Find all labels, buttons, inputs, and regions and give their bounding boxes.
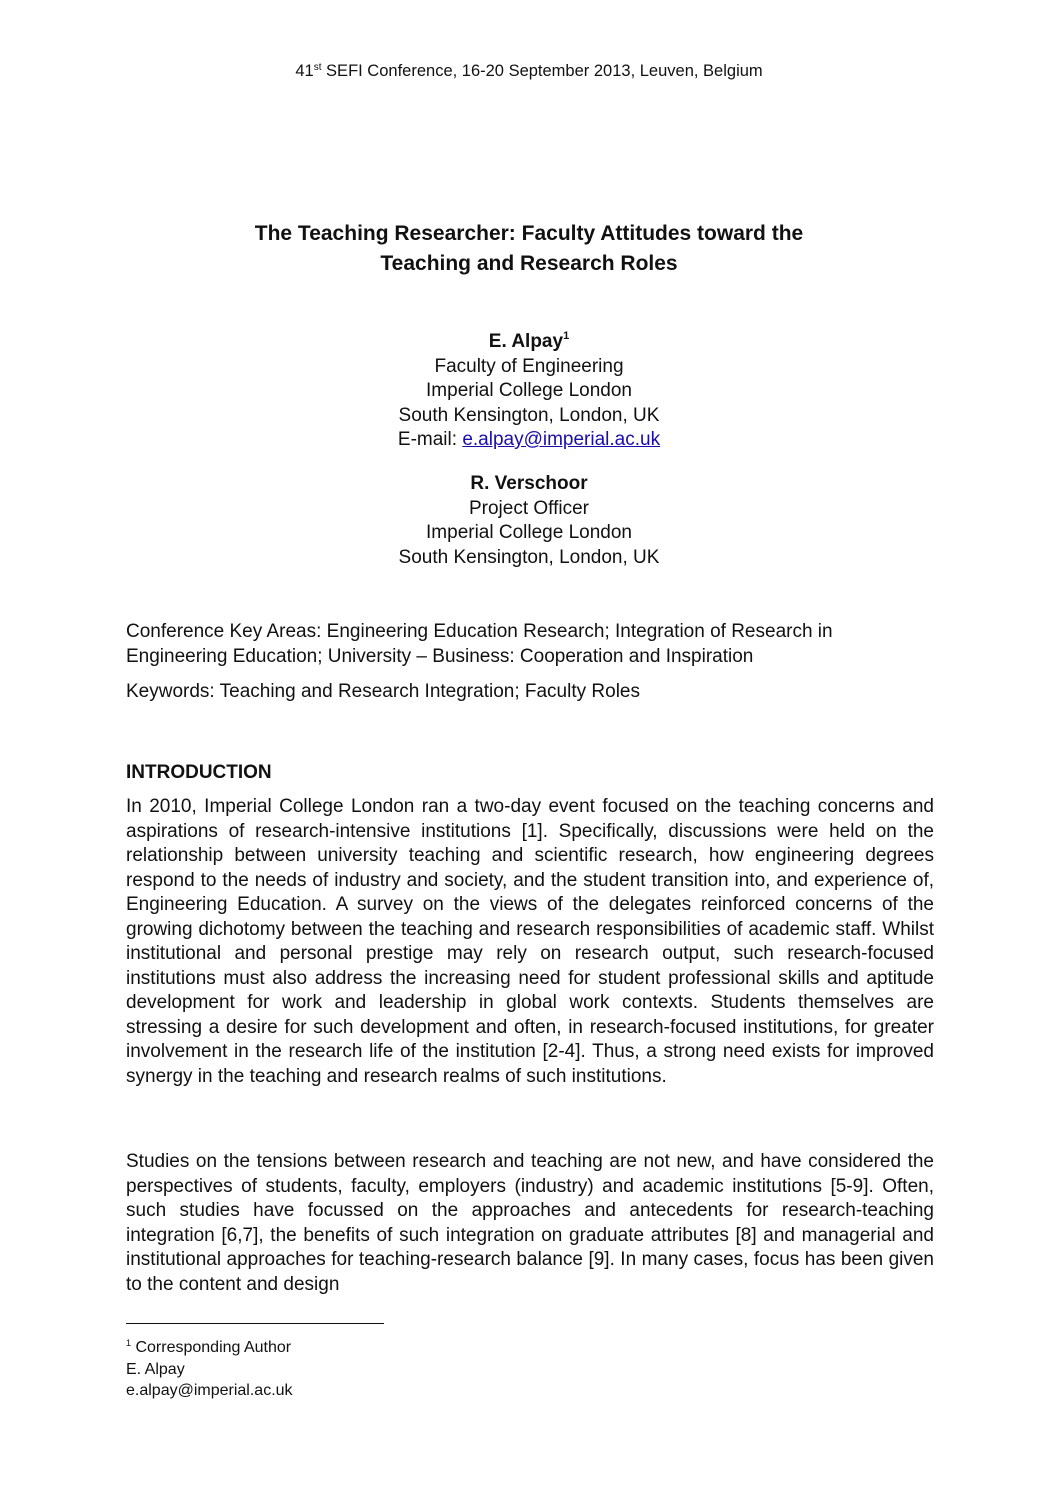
footnote-mark: 1 (126, 1338, 132, 1348)
footnote-author: E. Alpay (126, 1360, 185, 1378)
paper-title (100, 219, 958, 279)
author-email-line (0, 428, 1058, 453)
header-superscript: st (313, 62, 322, 73)
conference-header (0, 62, 1058, 81)
author-address: South Kensington, London, UK (398, 404, 660, 426)
header-text: SEFI Conference, 16-20 September 2013, Leuven, Belgium (321, 62, 763, 80)
email-label: E-mail: (397, 429, 463, 450)
footnote-line-1 (126, 1333, 293, 1359)
author-address: South Kensington, London, UK (398, 546, 660, 568)
conference-key-areas: Conference Key Areas: Engineering Education Research; Integration of Research in Engineering Education; University – Business: Cooperation and Inspiration (126, 621, 833, 667)
title-line-1: The Teaching Researcher: Faculty Attitudes toward the (254, 222, 804, 245)
body-paragraph: In 2010, Imperial College London ran a two-day event focused on the teaching concerns and aspirations of research-intensive institutions [1]. Specifically, discussions were held on the relationship between university teaching and scientific research, how engineering degrees respond to the needs of industry and society, and the student transition into, and experience of, Engineering Education. A survey on the views of the delegates reinforced concerns of the growing dichotomy between the teaching and research responsibilities of academic staff. Whilst institutional and personal prestige may rely on research output, such research-focused institutions must also address the increasing need for student professional skills and aptitude development for work and leadership in global work contexts. Students themselves are stressing a desire for such development and often, in research-focused institutions, for greater involvement in the research life of the institution [2-4]. Thus, a strong need exists for improved synergy in the teaching and research realms of such institutions. (126, 796, 934, 1087)
footnote-label: Corresponding Author (131, 1339, 292, 1356)
author-name-text: E. Alpay (488, 331, 564, 352)
section-heading-introduction: INTRODUCTION (126, 762, 272, 783)
email-link[interactable]: e.alpay@imperial.ac.uk (462, 429, 661, 450)
body-paragraph: Studies on the tensions between research and teaching are not new, and have considered the perspectives of students, faculty, employers (industry) and academic institutions [5-9]. Often, such studies have focussed on the approaches and antecedents for research-teaching integration [6,7], the benefits of such integration on graduate attributes [8] and managerial and institutional approaches for teaching-research balance [9]. In many cases, focus has been given to the content and design (126, 1151, 934, 1295)
author-footnote-mark: 1 (563, 330, 570, 342)
author-institution: Imperial College London (426, 380, 632, 401)
author-role: Project Officer (468, 497, 590, 519)
header-number: 41 (295, 62, 314, 80)
author-name: R. Verschoor (470, 473, 588, 494)
footnote (126, 1333, 293, 1402)
footnote-email: e.alpay@imperial.ac.uk (126, 1382, 293, 1399)
author-affiliation: Faculty of Engineering (434, 355, 624, 377)
footnote-divider (126, 1323, 384, 1324)
author-institution: Imperial College London (426, 522, 632, 543)
title-line-2: Teaching and Research Roles (380, 252, 678, 275)
author-name (0, 324, 1058, 355)
author-block-alpay (0, 324, 1058, 453)
keywords: Keywords: Teaching and Research Integration; Faculty Roles (126, 681, 640, 702)
author-block-verschoor (0, 472, 1058, 570)
